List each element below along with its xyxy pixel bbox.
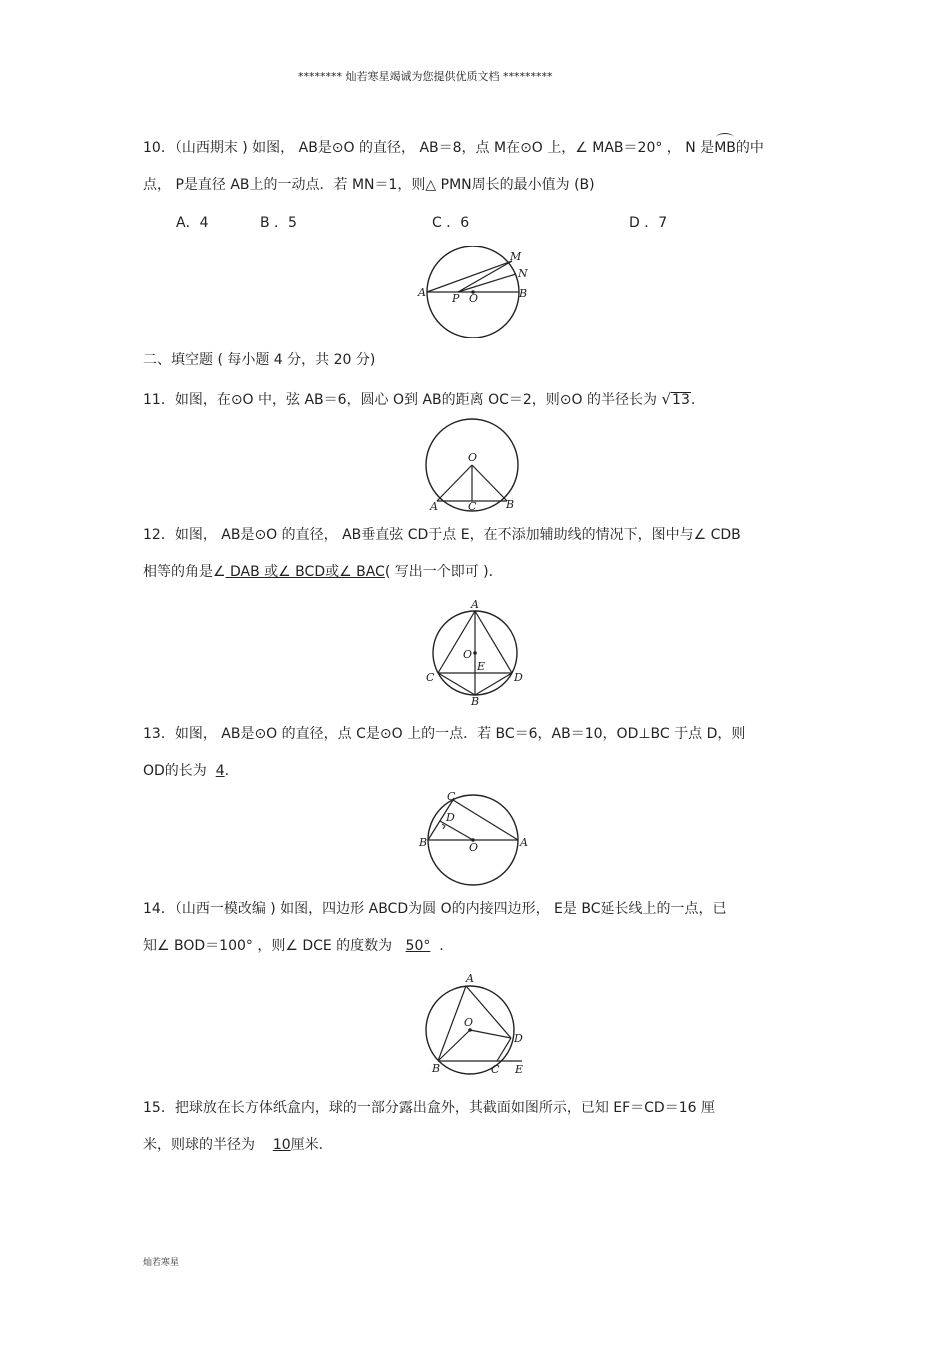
label-o: O: [464, 1016, 474, 1029]
label-p: P: [452, 292, 460, 305]
q13-figure: [416, 792, 534, 888]
segment-pn: [458, 274, 516, 292]
q15-line2: [143, 1136, 323, 1154]
q12-line1: 12．如图， AB是⊙O 的直径， AB垂直弦 CD于点 E，在不添加辅助线的情况下，图中与∠ CDB: [143, 527, 741, 543]
q13-end: .: [224, 763, 230, 779]
q15-text: 米，则球的半径为: [143, 1137, 255, 1153]
page-footer: 灿若寒星: [143, 1258, 180, 1268]
segment-pm: [458, 261, 512, 292]
q12-end: ( 写出一个即可 )．: [384, 564, 503, 580]
q12-figure: [423, 597, 527, 707]
q10-text-end: 的中: [735, 140, 764, 156]
label-b: B: [419, 836, 428, 849]
q10-option-c: C ．6: [432, 215, 470, 231]
label-e: E: [515, 1063, 524, 1076]
q12-text: 相等的角是∠: [143, 564, 226, 580]
label-m: M: [510, 250, 522, 263]
label-d: D: [514, 1032, 523, 1045]
label-o: O: [463, 648, 473, 661]
q14-answer: 50°: [405, 938, 431, 954]
label-c: C: [447, 792, 456, 803]
segment-cb: [438, 673, 475, 695]
label-e: E: [477, 660, 486, 673]
q14-line2: [143, 937, 444, 955]
center-point: [473, 651, 477, 655]
q11-figure: [420, 417, 524, 513]
q14-line1: 14．（山西一模改编 ) 如图，四边形 ABCD为圆 O的内接四边形， E是 BC延长线上的一点，已: [143, 901, 727, 917]
segment-ac: [438, 611, 475, 673]
segment-am: [427, 261, 512, 292]
q15-line1: 15．把球放在长方体纸盒内，球的一部分露出盒外，其截面如图所示，已知 EF＝CD＝16 厘: [143, 1100, 715, 1116]
label-b: B: [471, 695, 480, 707]
arc-mark: [716, 133, 734, 142]
label-n: N: [518, 267, 528, 280]
label-a: A: [471, 598, 479, 611]
q10-line1: [143, 139, 764, 157]
label-a: A: [418, 286, 426, 299]
label-c: C: [426, 671, 435, 684]
segment-oa: [437, 465, 472, 501]
label-b: B: [506, 498, 515, 511]
label-c: C: [491, 1063, 500, 1076]
label-a: A: [466, 972, 474, 985]
q13-answer: 4: [215, 763, 225, 779]
q11-text: 11．如图，在⊙O 中，弦 AB＝6，圆心 O到 AB的距离 OC＝2，则⊙O 的半径长为: [143, 392, 658, 408]
segment-bo: [438, 1030, 470, 1061]
q14-figure: [416, 970, 536, 1082]
q15-answer: 10: [272, 1137, 291, 1153]
q10-arc-label: MB: [714, 139, 736, 157]
q10-option-b: B ．5: [260, 215, 297, 231]
q12-line2: [143, 563, 503, 581]
q15-end: 厘米.: [290, 1137, 324, 1153]
q11-line: [143, 390, 695, 409]
label-d: D: [446, 811, 455, 824]
q10-line2: 点， P是直径 AB上的一动点．若 MN＝1，则△ PMN周长的最小值为 (B): [143, 177, 595, 193]
label-c: C: [468, 500, 477, 513]
label-b: B: [432, 1062, 441, 1075]
q13-line1: 13．如图， AB是⊙O 的直径，点 C是⊙O 上的一点．若 BC＝6，AB＝10，OD⊥BC 于点 D，则: [143, 726, 746, 742]
q10-option-a: A．4: [176, 215, 209, 231]
label-d: D: [514, 671, 523, 684]
segment-ob: [472, 465, 507, 501]
label-o: O: [469, 292, 479, 305]
q14-end: .: [439, 938, 444, 954]
q13-line2: [143, 762, 229, 780]
label-o: O: [468, 451, 478, 464]
label-a: A: [520, 836, 528, 849]
label-b: B: [519, 287, 528, 300]
segment-ab: [438, 986, 466, 1061]
q14-text: 知∠ BOD＝100° ，则∠ DCE 的度数为: [143, 938, 393, 954]
sqrt-sign: √: [661, 390, 672, 408]
page-header: ******** 灿若寒星竭诚为您提供优质文档 *********: [298, 70, 553, 83]
label-a: A: [430, 500, 438, 513]
section-title: 二、填空题 ( 每小题 4 分，共 20 分): [143, 352, 376, 368]
q12-answer: DAB 或∠ BCD或∠ BAC: [225, 564, 385, 580]
q10-option-d: D ．7: [629, 215, 668, 231]
q10-figure: [414, 246, 534, 338]
q11-end: .: [690, 392, 696, 408]
q11-answer: 13: [672, 392, 690, 408]
q13-text: OD的长为: [143, 763, 207, 779]
segment-db: [475, 673, 512, 695]
label-o: O: [469, 841, 479, 854]
q10-text: 10．（山西期末 ) 如图， AB是⊙O 的直径， AB＝8，点 M在⊙O 上，∠ MAB＝20° ， N 是: [143, 140, 715, 156]
right-angle-mark: [442, 824, 445, 829]
segment-od: [440, 821, 473, 840]
